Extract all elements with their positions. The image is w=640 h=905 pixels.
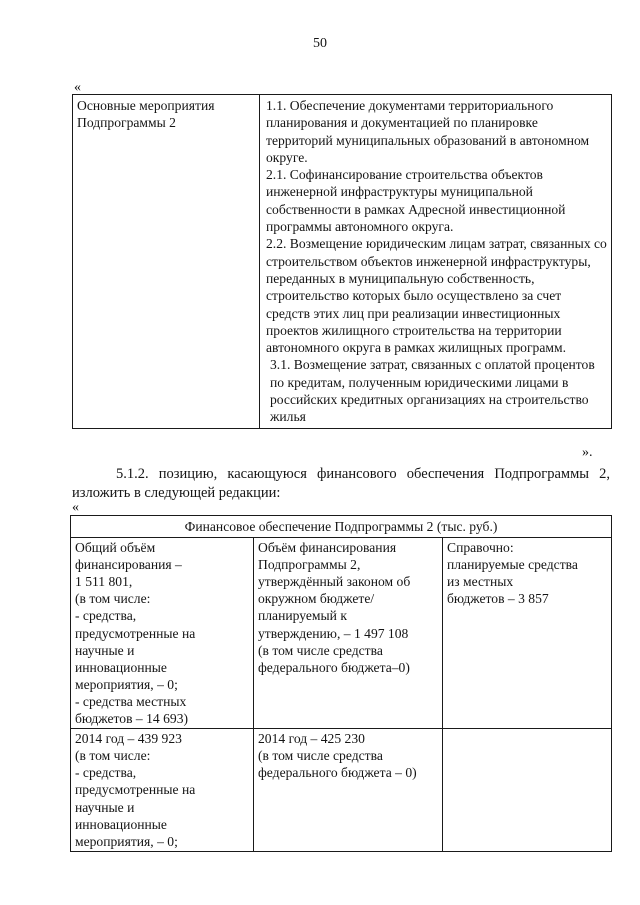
reference-2014-cell <box>443 729 612 852</box>
cell-line: 2014 год – 439 923 <box>75 731 182 747</box>
cell-line: (в том числе: <box>75 591 151 607</box>
finance-row-total <box>71 538 612 729</box>
activity-item-2-1: 2.1. Софинансирование строительства объектов инженерной инфраструктуры муниципальной собственности в рамках Адресной инвестиционной программы автономного округа. <box>266 167 566 235</box>
cell-line: 2014 год – 425 230 <box>258 731 365 747</box>
cell-line: федерального бюджета – 0) <box>258 765 417 781</box>
activity-item-3-1: 3.1. Возмещение затрат, связанных с оплатой процентов по кредитам, полученным юридическими лицами в российских кредитных организациях на строительство жилья <box>270 357 595 425</box>
cell-line: планируемые средства <box>447 557 578 573</box>
approved-2014-cell <box>254 729 443 852</box>
cell-line: финансирования – <box>75 557 182 573</box>
activity-item-2-2: 2.2. Возмещение юридическим лицам затрат, связанных со строительством объектов инженерной инфраструктуры, переданных в муниципальную собственность, строительство которых было осуществлено за счет средств этих лиц при реализации инвестиционных проектов жилищного строительства на территории автономного округа в рамках жилищных программ. <box>266 236 607 356</box>
cell-line: - средства, <box>75 608 137 624</box>
cell-line: бюджетов – 14 693) <box>75 711 189 727</box>
cell-line: (в том числе средства <box>258 642 383 658</box>
opening-quote-mark-2: « <box>72 500 79 515</box>
amendment-paragraph <box>72 465 610 503</box>
cell-line: утверждённый законом об <box>258 574 411 590</box>
cell-line: утверждению, – 1 497 108 <box>258 625 409 641</box>
activities-label: Основные мероприятия Подпрограммы 2 <box>77 98 215 131</box>
closing-quote-mark: ». <box>582 445 593 460</box>
cell-line: - средства местных <box>75 693 187 709</box>
finance-header: Финансовое обеспечение Подпрограммы 2 (тыс. руб.) <box>184 519 498 534</box>
cell-line: предусмотренные на <box>75 782 196 798</box>
cell-line: мероприятия, – 0; <box>75 833 178 849</box>
amendment-paragraph-line-2: изложить в следующей редакции: <box>72 485 281 501</box>
cell-line: инновационные <box>75 659 167 675</box>
finance-header-cell <box>71 516 612 538</box>
approved-funding-cell <box>254 538 443 729</box>
finance-header-row <box>71 516 612 538</box>
activities-label-cell <box>73 95 260 429</box>
cell-line: планируемый к <box>258 608 347 624</box>
cell-line: предусмотренные на <box>75 625 196 641</box>
activities-table <box>72 94 612 429</box>
local-budget-reference-cell <box>443 538 612 729</box>
activities-list-cell <box>260 95 612 429</box>
activities-row <box>73 95 612 429</box>
cell-line: - средства, <box>75 765 137 781</box>
cell-line: федерального бюджета–0) <box>258 659 410 675</box>
cell-line: Подпрограммы 2, <box>258 557 361 573</box>
finance-table <box>70 515 612 852</box>
page-number: 50 <box>313 36 327 51</box>
cell-line: научные и <box>75 799 135 815</box>
cell-line: окружном бюджете/ <box>258 591 375 607</box>
cell-line: бюджетов – 3 857 <box>447 591 549 607</box>
total-funding-cell <box>71 538 254 729</box>
cell-line: инновационные <box>75 816 167 832</box>
cell-line: Общий объём <box>75 540 156 556</box>
amendment-paragraph-line-1: 5.1.2. позицию, касающуюся финансового обеспечения Подпрограммы 2, <box>116 466 610 482</box>
opening-quote-mark: « <box>74 80 81 95</box>
cell-line: (в том числе средства <box>258 748 383 764</box>
finance-row-2014 <box>71 729 612 852</box>
cell-line: (в том числе: <box>75 748 151 764</box>
cell-line: мероприятия, – 0; <box>75 676 178 692</box>
cell-line: научные и <box>75 642 135 658</box>
cell-line: из местных <box>447 574 514 590</box>
cell-line: Объём финансирования <box>258 540 397 556</box>
cell-line: Справочно: <box>447 540 514 556</box>
total-2014-cell <box>71 729 254 852</box>
cell-line: 1 511 801, <box>75 574 133 590</box>
activity-item-1-1: 1.1. Обеспечение документами территориального планирования и документацией по планировке территорий муниципальных образований в автономном округе. <box>266 98 590 165</box>
